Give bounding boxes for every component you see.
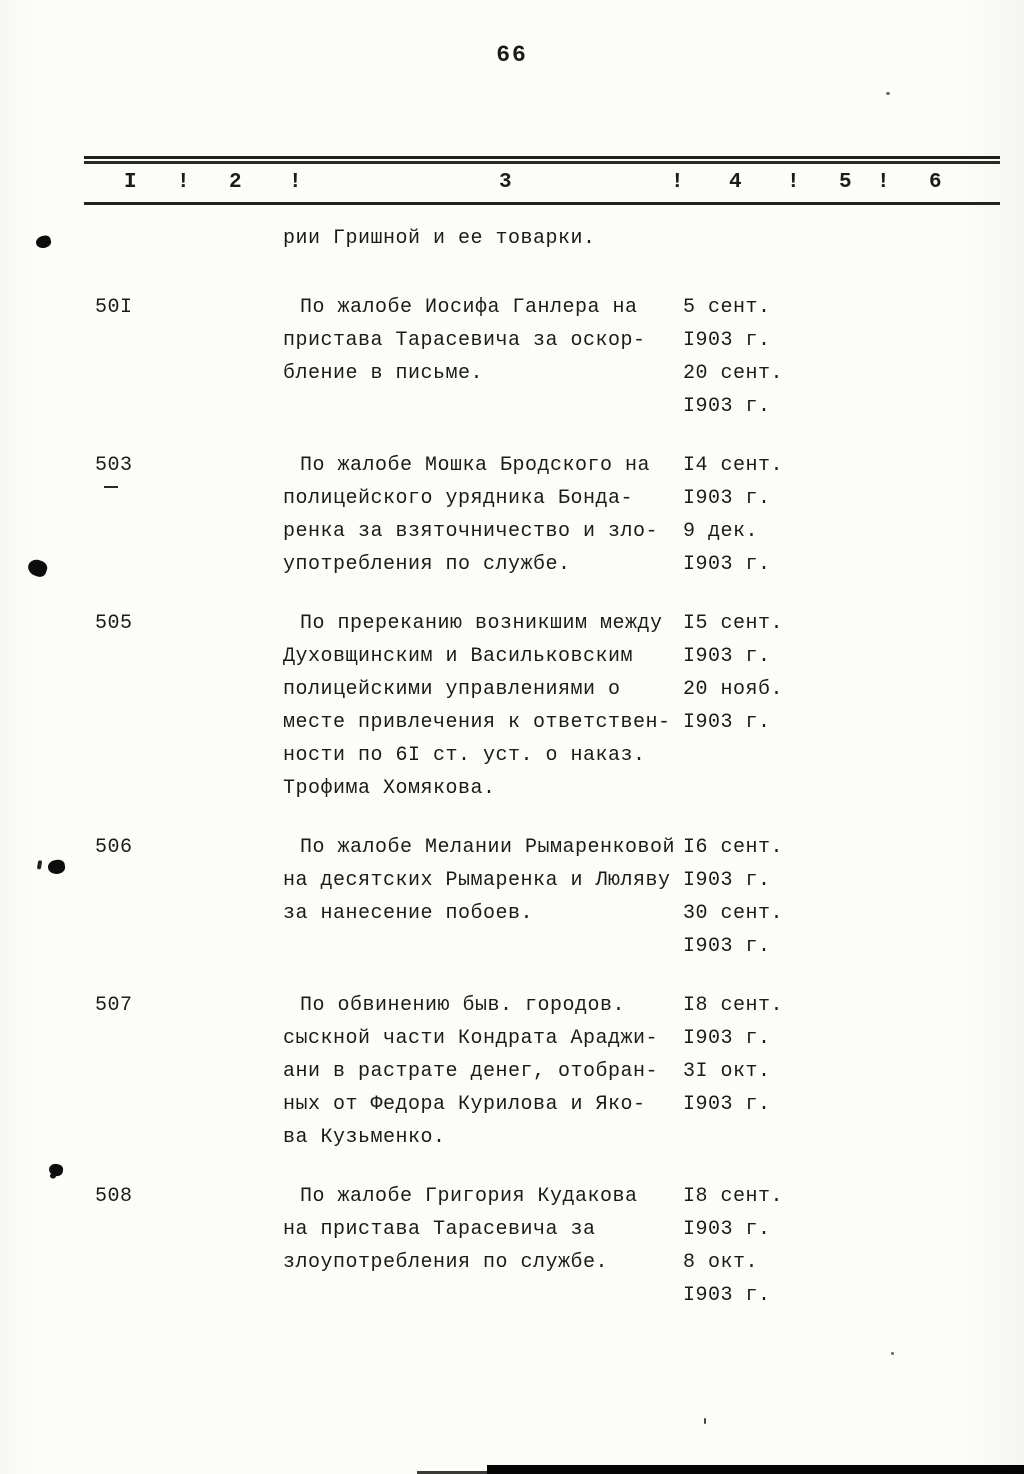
text-line: на пристава Тарасевича за	[283, 1218, 596, 1241]
text-line: 3I окт.	[683, 1060, 771, 1083]
text-line: 9 дек.	[683, 520, 759, 543]
column-header: !	[177, 171, 190, 194]
case-number: 508	[95, 1185, 133, 1208]
case-number: 50I	[95, 296, 133, 319]
text-line: ных от Федора Курилова и Яко-	[283, 1093, 646, 1116]
scan-edge	[487, 1465, 1024, 1474]
table-row	[0, 449, 1024, 581]
text-line: I4 сент.	[683, 454, 784, 477]
case-dates	[683, 989, 1024, 1154]
table-row	[0, 291, 1024, 423]
case-dates	[683, 449, 1024, 581]
case-description	[283, 607, 683, 805]
table-row	[0, 831, 1024, 963]
text-line: ани в растрате денег, отобран-	[283, 1060, 659, 1083]
text-line: Трофима Хомякова.	[283, 777, 496, 800]
column-header: 3	[499, 171, 512, 194]
page-number: 66	[496, 42, 528, 68]
text-line: I8 сент.	[683, 1185, 784, 1208]
case-dates	[683, 607, 1024, 805]
case-number: 503	[95, 454, 133, 477]
text-line: Духовщинским и Васильковским	[283, 645, 634, 668]
text-line: I5 сент.	[683, 612, 784, 635]
text-line: По пререканию возникшим между	[300, 612, 663, 635]
text-line: полицейскими управлениями о	[283, 678, 621, 701]
header-bottom-rule	[84, 202, 1000, 205]
case-number: 506	[95, 836, 133, 859]
column-header: 2	[229, 171, 242, 194]
text-line: I6 сент.	[683, 836, 784, 859]
column-header: !	[289, 171, 302, 194]
case-description	[283, 989, 683, 1154]
column-header: !	[877, 171, 890, 194]
scan-speck	[891, 1352, 894, 1355]
text-line: По обвинению быв. городов.	[300, 994, 626, 1017]
text-line: 8 окт.	[683, 1251, 759, 1274]
text-line: ренка за взяточничество и зло-	[283, 520, 659, 543]
text-line: I903 г.	[683, 329, 771, 352]
text-line: ности по 6I ст. уст. о наказ.	[283, 744, 646, 767]
text-line: По жалобе Мелании Рымаренковой	[300, 836, 676, 859]
text-line: полицейского урядника Бонда-	[283, 487, 634, 510]
text-line: месте привлечения к ответствен-	[283, 711, 671, 734]
text-line: злоупотребления по службе.	[283, 1251, 609, 1274]
text-line: I903 г.	[683, 1027, 771, 1050]
text-line: I903 г.	[683, 553, 771, 576]
text-line: I903 г.	[683, 711, 771, 734]
column-header: !	[787, 171, 800, 194]
text-line: бление в письме.	[283, 362, 484, 385]
case-number: 505	[95, 612, 133, 635]
case-description	[283, 449, 683, 581]
text-line: ва Кузьменко.	[283, 1126, 446, 1149]
header-top-rule	[84, 156, 1000, 159]
text-line: I903 г.	[683, 1284, 771, 1307]
text-line: 5 сент.	[683, 296, 771, 319]
table-row	[0, 1180, 1024, 1312]
text-line: I903 г.	[683, 869, 771, 892]
text-line: По жалобе Мошка Бродского на	[300, 454, 651, 477]
entry-list	[0, 291, 1024, 1312]
text-line: I903 г.	[683, 395, 771, 418]
table-row	[0, 989, 1024, 1154]
text-line: на десятских Рымаренка и Люляву	[283, 869, 671, 892]
text-line: I903 г.	[683, 1218, 771, 1241]
case-dates	[683, 1180, 1024, 1312]
scan-speck	[704, 1418, 706, 1424]
text-line: 20 сент.	[683, 362, 784, 385]
text-line: По жалобе Григория Кудакова	[300, 1185, 638, 1208]
table-header	[84, 156, 1000, 205]
text-line: пристава Тарасевича за оскор-	[283, 329, 646, 352]
column-header: 5	[839, 171, 852, 194]
table-header-row	[84, 164, 1000, 202]
text-line: употребления по службе.	[283, 553, 571, 576]
case-number: 507	[95, 994, 133, 1017]
register-content	[0, 222, 1024, 1338]
text-line: I903 г.	[683, 1093, 771, 1116]
case-description	[283, 831, 683, 963]
text-line: I903 г.	[683, 645, 771, 668]
text-line: за нанесение побоев.	[283, 902, 534, 925]
text-line: По жалобе Иосифа Ганлера на	[300, 296, 638, 319]
text-line: I903 г.	[683, 935, 771, 958]
scan-speck	[886, 92, 890, 95]
text-line: сыскной части Кондрата Араджи-	[283, 1027, 659, 1050]
text-line: 30 сент.	[683, 902, 784, 925]
dash-mark	[104, 486, 118, 488]
column-header: I	[124, 171, 137, 194]
case-dates	[683, 831, 1024, 963]
continuation-line: рии Гришной и ее товарки.	[283, 227, 596, 250]
case-description	[283, 1180, 683, 1312]
column-header: 6	[929, 171, 942, 194]
table-row	[0, 607, 1024, 805]
text-line: I903 г.	[683, 487, 771, 510]
text-line: 20 нояб.	[683, 678, 784, 701]
column-header: !	[671, 171, 684, 194]
case-dates	[683, 291, 1024, 423]
text-line: I8 сент.	[683, 994, 784, 1017]
case-description	[283, 291, 683, 423]
column-header: 4	[729, 171, 742, 194]
